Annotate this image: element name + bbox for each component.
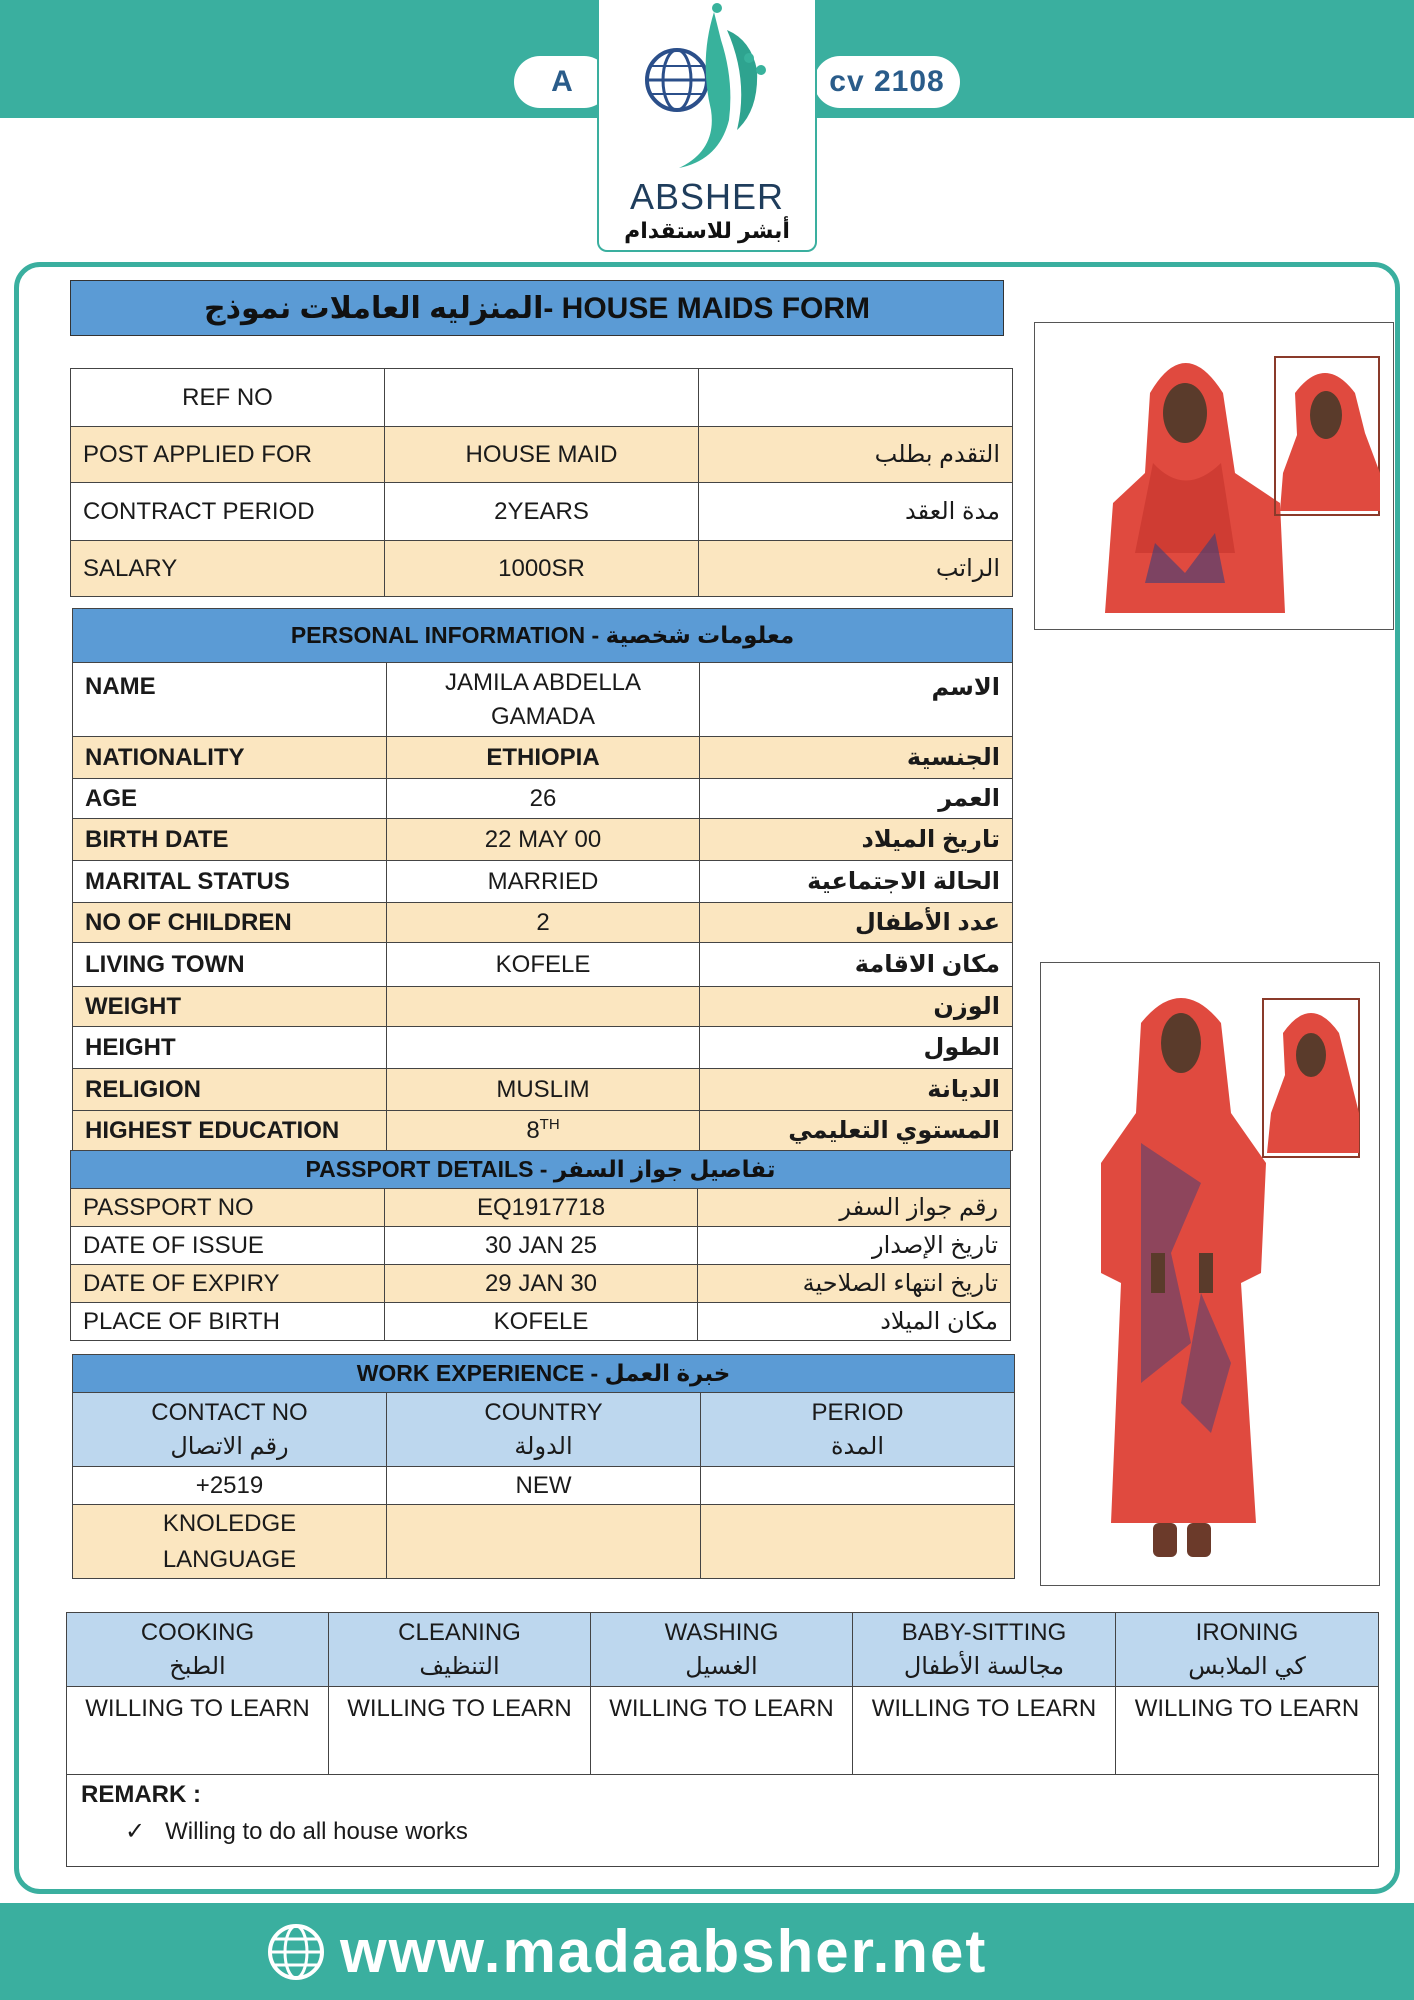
issue-date-label: DATE OF ISSUE [71, 1227, 385, 1265]
skill-babysitting-ar: مجالسة الأطفال [903, 1652, 1065, 1680]
skill-washing-level: WILLING TO LEARN [591, 1687, 853, 1775]
birth-place-ar: مكان الميلاد [698, 1303, 1011, 1341]
marital-value: MARRIED [387, 861, 700, 903]
expiry-date-value: 29 JAN 30 [385, 1265, 698, 1303]
skill-babysitting-header [853, 1613, 1116, 1687]
contract-ar: مدة العقد [699, 483, 1013, 541]
education-suffix: TH [539, 1116, 560, 1133]
table-row [73, 987, 1013, 1027]
table-row [67, 1613, 1379, 1687]
age-label: AGE [73, 779, 387, 819]
passport-no-value: EQ1917718 [385, 1189, 698, 1227]
skill-babysitting-en: BABY-SITTING [901, 1618, 1067, 1646]
skill-cleaning-en: CLEANING [398, 1618, 521, 1646]
issue-date-ar: تاريخ الإصدار [698, 1227, 1011, 1265]
skill-washing-header [591, 1613, 853, 1687]
website-link[interactable]: www.madaabsher.net [340, 1918, 988, 1985]
weight-label: WEIGHT [73, 987, 387, 1027]
religion-label: RELIGION [73, 1069, 387, 1111]
skill-ironing-ar: كي الملابس [1188, 1652, 1306, 1680]
skill-cleaning-ar: التنظيف [419, 1652, 500, 1680]
period-col-ar: المدة [830, 1432, 885, 1460]
passport-table [70, 1150, 1011, 1341]
period-col-en: PERIOD [811, 1398, 904, 1426]
table-row [73, 1027, 1013, 1069]
ref-no-ar [699, 369, 1013, 427]
table-row [71, 541, 1013, 597]
passport-no-ar: رقم جواز السفر [698, 1189, 1011, 1227]
expiry-date-ar: تاريخ انتهاء الصلاحية [698, 1265, 1011, 1303]
table-row [67, 1687, 1379, 1775]
religion-ar: الديانة [700, 1069, 1013, 1111]
full-body-photo [1040, 962, 1380, 1586]
weight-ar: الوزن [700, 987, 1013, 1027]
ref-no-label: REF NO [71, 369, 385, 427]
table-row [73, 779, 1013, 819]
name-ar: الاسم [700, 663, 1013, 737]
contact-col-header [73, 1393, 387, 1467]
personal-info-table [72, 608, 1013, 1151]
post-ar: التقدم بطلب [699, 427, 1013, 483]
living-town-ar: مكان الاقامة [700, 943, 1013, 987]
birth-place-value: KOFELE [385, 1303, 698, 1341]
marital-label: MARITAL STATUS [73, 861, 387, 903]
skill-cleaning-header [329, 1613, 591, 1687]
contract-value: 2YEARS [385, 483, 699, 541]
expiry-date-label: DATE OF EXPIRY [71, 1265, 385, 1303]
application-table [70, 368, 1013, 597]
table-row [71, 427, 1013, 483]
skills-table [66, 1612, 1379, 1867]
height-label: HEIGHT [73, 1027, 387, 1069]
knowledge-language-label: KNOLEDGE LANGUAGE [73, 1505, 387, 1579]
skill-ironing-header [1116, 1613, 1379, 1687]
issue-date-value: 30 JAN 25 [385, 1227, 698, 1265]
personal-heading: PERSONAL INFORMATION - معلومات شخصية [73, 609, 1013, 663]
logo-text-en: ABSHER [629, 176, 785, 217]
children-value: 2 [387, 903, 700, 943]
table-row [73, 1111, 1013, 1151]
remark-label: REMARK : [81, 1781, 201, 1808]
country-value: NEW [387, 1467, 701, 1505]
work-heading: WORK EXPERIENCE - خبرة العمل [73, 1355, 1015, 1393]
birth-place-label: PLACE OF BIRTH [71, 1303, 385, 1341]
passport-no-label: PASSPORT NO [71, 1189, 385, 1227]
age-ar: العمر [700, 779, 1013, 819]
table-row [73, 1069, 1013, 1111]
nationality-value: ETHIOPIA [387, 737, 700, 779]
period-value [701, 1467, 1015, 1505]
education-label: HIGHEST EDUCATION [73, 1111, 387, 1151]
table-row [73, 943, 1013, 987]
country-col-ar: الدولة [514, 1432, 573, 1460]
weight-value [387, 987, 700, 1027]
height-ar: الطول [700, 1027, 1013, 1069]
skill-washing-ar: الغسيل [685, 1652, 758, 1680]
age-value: 26 [387, 779, 700, 819]
period-col-header [701, 1393, 1015, 1467]
table-row [73, 903, 1013, 943]
children-ar: عدد الأطفال [700, 903, 1013, 943]
left-code-pill: A [514, 56, 610, 108]
work-experience-table [72, 1354, 1015, 1579]
table-row [73, 1355, 1015, 1393]
table-row [73, 609, 1013, 663]
knowledge-value-1 [387, 1505, 701, 1579]
remark-cell [67, 1775, 1379, 1867]
birth-date-ar: تاريخ الميلاد [700, 819, 1013, 861]
name-value: JAMILA ABDELLA GAMADA [387, 663, 700, 737]
skill-cleaning-level: WILLING TO LEARN [329, 1687, 591, 1775]
table-row [73, 737, 1013, 779]
salary-ar: الراتب [699, 541, 1013, 597]
passport-heading: PASSPORT DETAILS - تفاصيل جواز السفر [71, 1151, 1011, 1189]
skill-babysitting-level: WILLING TO LEARN [853, 1687, 1116, 1775]
post-label: POST APPLIED FOR [71, 427, 385, 483]
birth-date-label: BIRTH DATE [73, 819, 387, 861]
table-row [71, 1227, 1011, 1265]
country-col-en: COUNTRY [484, 1398, 603, 1426]
skill-cooking-level: WILLING TO LEARN [67, 1687, 329, 1775]
nationality-ar: الجنسية [700, 737, 1013, 779]
table-row [71, 369, 1013, 427]
post-value: HOUSE MAID [385, 427, 699, 483]
cv-code-pill: cv 2108 [814, 56, 960, 108]
education-value [387, 1111, 700, 1151]
table-row [71, 1189, 1011, 1227]
table-row [73, 1393, 1015, 1467]
marital-ar: الحالة الاجتماعية [700, 861, 1013, 903]
skill-ironing-en: IRONING [1195, 1618, 1299, 1646]
religion-value: MUSLIM [387, 1069, 700, 1111]
skill-cooking-en: COOKING [140, 1618, 255, 1646]
salary-label: SALARY [71, 541, 385, 597]
portrait-photo [1034, 322, 1394, 630]
living-town-label: LIVING TOWN [73, 943, 387, 987]
table-row [73, 1505, 1015, 1579]
remark-item [81, 1817, 1364, 1846]
salary-value: 1000SR [385, 541, 699, 597]
absher-logo [597, 0, 817, 252]
skill-cooking-ar: الطبخ [169, 1652, 226, 1680]
checkmark-icon: ✓ [125, 1818, 146, 1845]
skill-washing-en: WASHING [664, 1618, 779, 1646]
globe-icon [266, 1922, 326, 1982]
table-row [73, 663, 1013, 737]
table-row [71, 483, 1013, 541]
living-town-value: KOFELE [387, 943, 700, 987]
table-row [71, 1265, 1011, 1303]
contact-col-ar: رقم الاتصال [170, 1432, 289, 1460]
skill-ironing-level: WILLING TO LEARN [1116, 1687, 1379, 1775]
contact-value: +2519 [73, 1467, 387, 1505]
knowledge-value-2 [701, 1505, 1015, 1579]
logo-emblem-icon [599, 0, 815, 180]
country-col-header [387, 1393, 701, 1467]
nationality-label: NATIONALITY [73, 737, 387, 779]
name-label: NAME [73, 663, 387, 737]
education-ar: المستوي التعليمي [700, 1111, 1013, 1151]
skill-cooking-header [67, 1613, 329, 1687]
contract-label: CONTRACT PERIOD [71, 483, 385, 541]
logo-text-ar: أبشر للاستقدام [624, 218, 790, 243]
education-number: 8 [526, 1117, 540, 1144]
form-title: المنزليه العاملات نموذج- HOUSE MAIDS FORM [70, 280, 1004, 336]
table-row [73, 819, 1013, 861]
table-row [67, 1775, 1379, 1867]
table-row [73, 1467, 1015, 1505]
ref-no-value [385, 369, 699, 427]
height-value [387, 1027, 700, 1069]
table-row [71, 1151, 1011, 1189]
children-label: NO OF CHILDREN [73, 903, 387, 943]
remark-text: Willing to do all house works [165, 1818, 468, 1845]
contact-col-en: CONTACT NO [151, 1398, 308, 1426]
table-row [71, 1303, 1011, 1341]
birth-date-value: 22 MAY 00 [387, 819, 700, 861]
table-row [73, 861, 1013, 903]
